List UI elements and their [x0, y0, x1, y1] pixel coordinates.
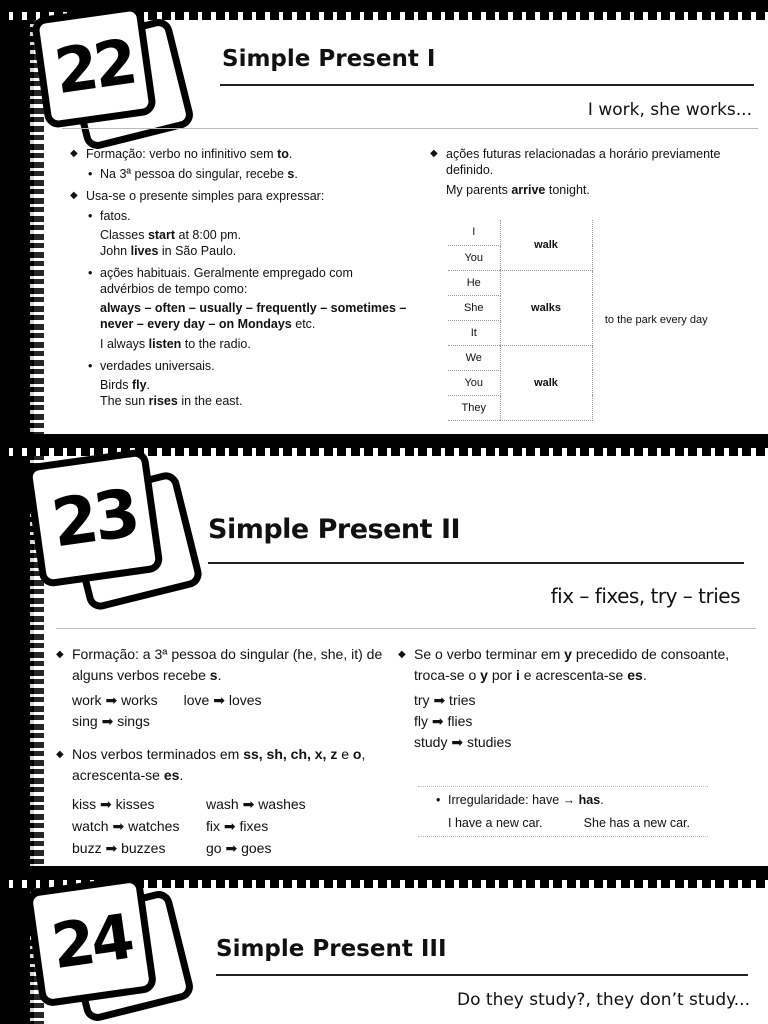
usage-bullet: ◆ Usa-se o presente simples para expressar: [70, 188, 410, 204]
example-line: The sun rises in the east. [100, 394, 243, 408]
example-pair: wash ➡ washes [206, 796, 306, 812]
pronoun-cell: I [448, 220, 500, 245]
example-line: John lives in São Paulo. [100, 244, 237, 258]
example-line: My parents arrive tonight. [446, 183, 590, 197]
right-column [430, 146, 760, 198]
pronoun-cell: She [448, 295, 500, 320]
lesson-number: 23 [47, 474, 141, 562]
section-rule [56, 628, 756, 629]
example-line: study ➡ studies [414, 734, 512, 750]
left-column [56, 644, 386, 859]
example-pair: watch ➡ watches [72, 818, 180, 834]
lesson-subtitle: Do they study?, they don’t study... [457, 990, 750, 1010]
irregular-examples [418, 810, 708, 830]
example-pair: go ➡ goes [206, 840, 272, 856]
pronoun-cell: They [448, 395, 500, 420]
verb-cell: walk [500, 220, 592, 270]
example-line: Classes start at 8:00 pm. [100, 228, 242, 242]
lesson-subtitle: I work, she works... [587, 100, 752, 120]
conjugation-table [448, 220, 720, 421]
irregular-box [418, 786, 708, 837]
title-rule [216, 974, 748, 976]
example-line: try ➡ tries [414, 692, 476, 708]
adverbs-list: always – often – usually – frequently – sometimes – never – every day – on Mondays etc. [100, 301, 407, 331]
example-pair: work ➡ works [72, 692, 158, 708]
lesson-number-badge [14, 446, 189, 586]
example-line: fly ➡ flies [414, 713, 473, 729]
example-pair: sing ➡ sings [72, 713, 150, 729]
lesson-title: Simple Present II [208, 514, 461, 545]
pronoun-cell: We [448, 345, 500, 370]
section-rule [62, 128, 758, 129]
badge-front-tile [24, 448, 164, 588]
example-pair: fix ➡ fixes [206, 818, 269, 834]
example-pairs [56, 690, 386, 732]
example-pair: buzz ➡ buzzes [72, 840, 166, 856]
lesson-number-badge [14, 874, 189, 1014]
example-line: Birds fly. [100, 378, 151, 392]
habits-item: • ações habituais. Geralmente empregado com advérbios de tempo como: [70, 265, 410, 297]
example-line: I always listen to the radio. [100, 337, 251, 351]
example-pair: love ➡ loves [183, 692, 262, 708]
title-rule [208, 562, 744, 564]
truths-item: • verdades universais. [70, 358, 410, 374]
lesson-23-panel [0, 436, 768, 866]
formation-bullet: ◆ Formação: a 3ª pessoa do singular (he, she, it) de alguns verbos recebe s. [56, 644, 386, 686]
lesson-number-badge [20, 6, 195, 146]
example-pair: kiss ➡ kisses [72, 796, 155, 812]
table-row [448, 220, 720, 245]
endings-bullet: ◆ Nos verbos terminados em ss, sh, ch, x, z e o, acrescenta-se es. [56, 744, 386, 786]
lesson-22-panel [0, 0, 768, 434]
lesson-title: Simple Present III [216, 936, 447, 962]
pronoun-cell: It [448, 320, 500, 345]
badge-front-tile [24, 874, 157, 1007]
lesson-number: 22 [50, 24, 138, 108]
formation-bullet: ◆ Formação: verbo no infinitivo sem to. [70, 146, 410, 162]
pronoun-cell: You [448, 245, 500, 270]
title-rule [220, 84, 754, 86]
lesson-subtitle: fix – fixes, try – tries [550, 584, 740, 608]
lesson-number: 24 [47, 899, 135, 983]
verb-cell: walks [500, 270, 592, 345]
left-column [70, 146, 410, 409]
right-column [398, 644, 738, 753]
y-rule-bullet: ◆ Se o verbo terminar em y precedido de consoante, troca-se o y por i e acrescenta-se es. [398, 644, 738, 686]
badge-front-tile [31, 3, 157, 129]
pronoun-cell: You [448, 370, 500, 395]
lesson-24-panel [0, 868, 768, 1024]
facts-item: • fatos. [70, 208, 410, 224]
endings-examples [56, 794, 386, 859]
irregular-note: • Irregularidade: have → has. [418, 793, 708, 807]
lesson-title: Simple Present I [222, 46, 436, 72]
verb-cell: walk [500, 345, 592, 420]
future-bullet: ◆ ações futuras relacionadas a horário previamente definido. [430, 146, 760, 178]
pronoun-cell: He [448, 270, 500, 295]
example-line: I have a new car. [448, 816, 543, 830]
example-line: She has a new car. [583, 816, 690, 830]
complement-cell: to the park every day [604, 314, 708, 326]
third-person-note: • Na 3ª pessoa do singular, recebe s. [70, 166, 410, 182]
